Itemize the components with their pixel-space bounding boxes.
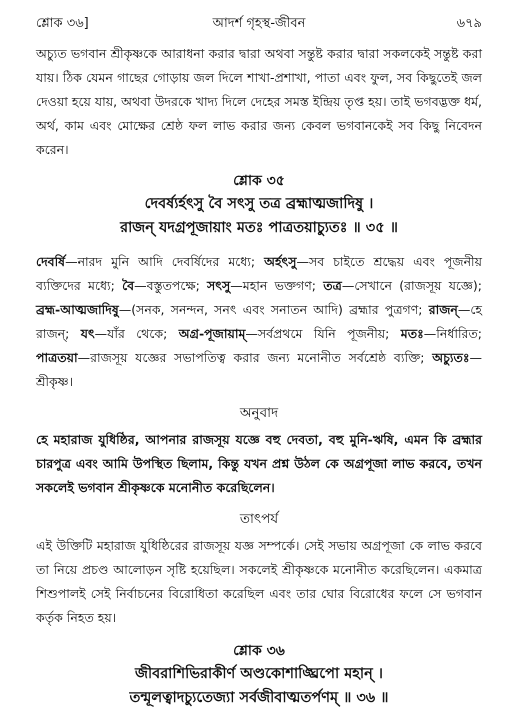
synonym-word: সৎসু xyxy=(207,278,231,293)
translation-heading: অনুবাদ xyxy=(239,405,279,421)
synonym-meaning: —রাজসূয় যজ্ঞের সভাপতিত্ব করার জন্য মনোনীত সর্বশ্রেষ্ঠ ব্যক্তি; xyxy=(77,350,433,365)
synonym-word: অচ্যুতঃ xyxy=(432,350,470,365)
intro-paragraph: অচ্যুত ভগবান শ্রীকৃষ্ণকে আরাধনা করার দ্বারা অথবা সন্তুষ্ট করার দ্বারা সকলকেই সন্তুষ্ট করা যায়। ঠিক যেমন গাছের গোড়ায় জল দিলে শাখা-প্রশাখা, পাতা এবং ফুল, সব কিছুতেই জল দেওয়া হয়ে যায়, অথবা উদরকে খাদ্য দিলে দেহের সমস্ত ইন্দ্রিয় তৃপ্ত হয়। তাই ভগবদ্ভক্ত ধর্ম, অর্থ, কাম এবং মোক্ষের শ্রেষ্ঠ ফল লাভ করার জন্য কেবল ভগবানকেই সব কিছু নিবেদন করেন। xyxy=(36,46,482,157)
synonym-word: অর্হৎসু xyxy=(264,254,297,269)
verse-35-heading: শ্লোক ৩৫ xyxy=(233,173,285,189)
synonym-word: যৎ xyxy=(80,326,95,341)
book-page xyxy=(36,14,482,710)
synonym-meaning: —যাঁর থেকে; xyxy=(94,326,179,341)
purport-text: এই উক্তিটি মহারাজ যুধিষ্ঠিরের রাজসূয় যজ্ঞ সম্পর্কে। সেই সভায় অগ্রপূজা কে লাভ করবে তা নিয়ে প্রচণ্ড আলোড়ন সৃষ্টি হয়েছিল। সকলেই শ্রীকৃষ্ণকে মনোনীত করেছিলেন। একমাত্র শিশুপালই সেই নির্বাচনের বিরোধিতা করেছিল এবং তার ঘোর বিরোধের ফলে সে ভগবান কর্তৃক নিহত হয়। xyxy=(36,538,482,625)
synonym-word: ব্রহ্ম-আত্মজাদিষু xyxy=(36,302,119,317)
synonym-meaning: —মহান ভক্তগণ; xyxy=(230,278,324,293)
verse-35-line-1: দেবর্ষ্যর্হৎসু বৈ সৎসু তত্র ব্রহ্মাত্মজাদিষু । xyxy=(144,196,374,212)
synonym-meaning: —নারদ মুনি আদি দেবর্ষিদের মধ্যে; xyxy=(65,254,265,269)
synonym-meaning: —(সনক, সনন্দন, সনৎ এবং সনাতন আদি) ব্রহ্মার পুত্রগণ; xyxy=(118,302,429,317)
synonym-word: মতঃ xyxy=(400,326,424,341)
translation-text: হে মহারাজ যুধিষ্ঠির, আপনার রাজসূয় যজ্ঞে বহু দেবতা, বহু মুনি-ঋষি, এমন কি ব্রহ্মার চারপুত্র এবং আমি উপস্থিত ছিলাম, কিন্তু যখন প্রশ্ন উঠল কে অগ্রপূজা লাভ করবে, তখন সকলেই ভগবান শ্রীকৃষ্ণকে মনোনীত করেছিলেন। xyxy=(36,432,482,495)
synonym-meaning: —সব চাইতে শ্রদ্ধেয় এবং পূজনীয় ব্যক্তিদের মধ্যে; xyxy=(36,254,482,293)
synonym-meaning: —হে রাজন্; xyxy=(36,302,482,341)
verse-36-line-2: তন্মূলত্বাদচ্যুতেজ্যা সর্বজীবাত্মতর্পণম্ ॥ ৩৬ ॥ xyxy=(129,690,389,706)
synonym-word: দেবর্ষি xyxy=(36,254,66,269)
verse-36-line-1: জীবরাশিভিরাকীর্ণ অণ্ডকোশাঙ্ঘ্রিপো মহান্ । xyxy=(135,666,383,682)
running-header xyxy=(36,14,482,36)
synonym-word: বৈ xyxy=(122,278,135,293)
synonym-meaning: —নির্ধারিত; xyxy=(423,326,482,341)
purport-heading: তাৎপর্য xyxy=(239,511,279,527)
verse-35-line-2: রাজন্ যদগ্রপূজায়াং মতঃ পাত্রতয়াচ্যুতঃ ॥ ৩৫ ॥ xyxy=(120,220,398,236)
synonyms-paragraph xyxy=(36,250,482,394)
synonym-meaning: —সেখানে (রাজসূয় যজ্ঞে); xyxy=(341,278,482,293)
header-chapter-title: আদর্শ গৃহস্থ-জীবন xyxy=(212,16,306,31)
header-page-number: ৬৭৯ xyxy=(456,16,482,31)
synonym-meaning: —শ্রীকৃষ্ণ। xyxy=(36,350,482,389)
synonym-word: পাত্রতয়া xyxy=(36,350,78,365)
verse-36-heading: শ্লোক ৩৬ xyxy=(233,643,285,659)
synonym-word: তত্র xyxy=(323,278,342,293)
header-verse-ref: শ্লোক ৩৬] xyxy=(36,16,89,31)
synonym-word: অগ্র-পূজায়াম্ xyxy=(178,326,246,341)
synonym-meaning: —বস্তুতপক্ষে; xyxy=(134,278,208,293)
synonym-meaning: —সর্বপ্রথমে যিনি পূজনীয়; xyxy=(245,326,401,341)
synonym-word: রাজন্ xyxy=(428,302,458,317)
